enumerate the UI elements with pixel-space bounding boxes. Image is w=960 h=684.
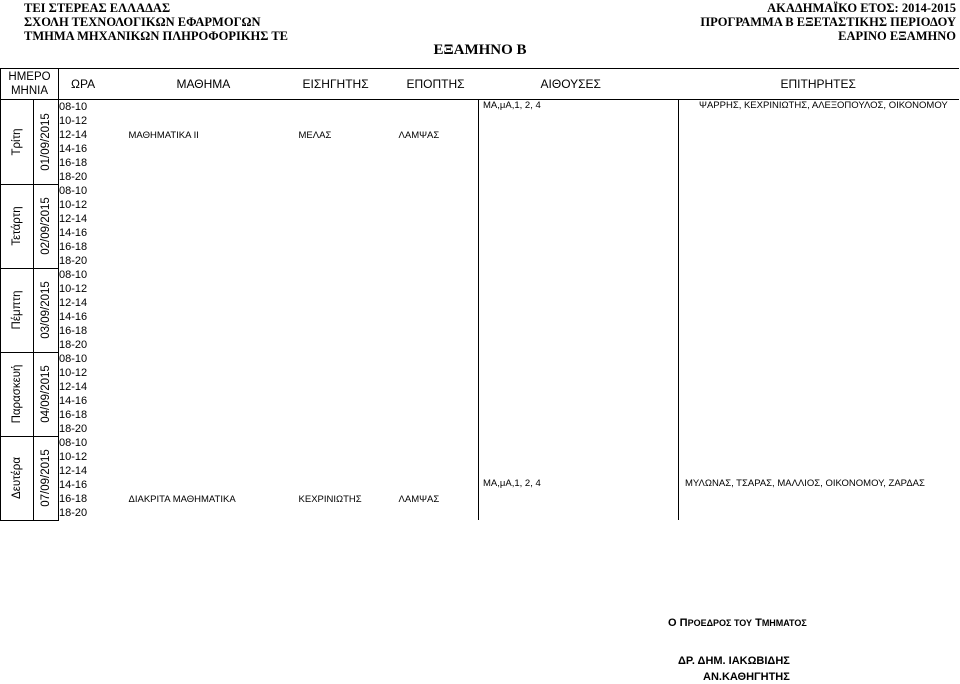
time-slot: 18-20 [59, 339, 88, 351]
date-label: 03/09/2015 [40, 281, 52, 339]
instructor-cell [299, 436, 399, 450]
instructor-cell [299, 184, 399, 198]
period-header [700, 1, 956, 43]
time-slot: 14-16 [59, 479, 88, 491]
instructor-cell [299, 408, 399, 422]
supervisor-cell [399, 478, 479, 492]
subject-cell [129, 268, 299, 282]
time-slot: 12-14 [59, 213, 88, 225]
signatory-name: ΔΡ. ΔΗΜ. ΙΑΚΩΒΙΔΗΣ [678, 655, 790, 667]
invigilators-cell: ΜΥΛΩΝΑΣ, ΤΣΑΡΑΣ, ΜΑΛΛΙΟΣ, ΟΙΚΟΝΟΜΟΥ, ΖΑΡΔΑΣ [685, 478, 925, 489]
date-cell [34, 184, 59, 268]
invigilators-cell: ΨΑΡΡΗΣ, ΚΕΧΡΙΝΙΩΤΗΣ, ΑΛΕΞΟΠΟΥΛΟΣ, ΟΙΚΟΝΟΜΟΥ [699, 100, 948, 111]
time-slot: 14-16 [59, 143, 88, 155]
instructor-cell [299, 142, 399, 156]
col-header-rooms: ΑΙΘΟΥΣΕΣ [479, 69, 679, 100]
subject-cell [129, 324, 299, 338]
weekday-cell [1, 352, 34, 436]
time-slot: 16-18 [59, 325, 88, 337]
date-label: 07/09/2015 [40, 449, 52, 507]
rooms-cell [479, 268, 679, 310]
subject-cell [129, 394, 299, 408]
invigilators-cell [679, 142, 959, 184]
subject-cell [129, 198, 299, 212]
time-slot: 08-10 [59, 353, 88, 365]
col-header-supervisor: ΕΠΟΠΤΗΣ [399, 69, 479, 100]
subject-cell [129, 450, 299, 464]
subject-cell [129, 142, 299, 156]
table-row [1, 352, 959, 366]
signatory-role: ΑΝ.ΚΑΘΗΓΗΤΗΣ [703, 671, 790, 683]
time-slot: 12-14 [59, 129, 88, 141]
subject-cell [129, 156, 299, 170]
time-slot: 18-20 [59, 423, 88, 435]
subject-cell [129, 226, 299, 240]
subject-cell [129, 366, 299, 380]
instructor-cell [299, 464, 399, 478]
supervisor-cell [399, 506, 479, 520]
invigilators-cell [679, 352, 959, 394]
weekday-label: Τρίτη [11, 128, 23, 156]
instructor-cell [299, 226, 399, 240]
subject-cell [129, 212, 299, 226]
instructor-cell [299, 254, 399, 268]
subject-cell [129, 296, 299, 310]
date-cell [34, 268, 59, 352]
subject-cell [129, 310, 299, 324]
signature-title: Ο ΠΡΟΕΔΡΟΣ ΤΟΥ ΤΜΗΜΑΤΟΣ [668, 617, 807, 629]
instructor-cell [299, 114, 399, 128]
rooms-cell [479, 184, 679, 226]
supervisor-cell [399, 366, 479, 380]
supervisor-cell [399, 464, 479, 478]
instructor-cell [299, 212, 399, 226]
subject-cell [129, 506, 299, 520]
date-cell [34, 352, 59, 436]
supervisor-cell: ΛΑΜΨΑΣ [398, 493, 440, 505]
subject-cell [129, 380, 299, 394]
time-slot: 14-16 [59, 311, 88, 323]
supervisor-cell [399, 156, 479, 170]
instructor-cell [299, 366, 399, 380]
instructor-cell [299, 310, 399, 324]
table-row [1, 184, 959, 198]
subject-cell [129, 100, 299, 115]
subject-cell [129, 338, 299, 352]
supervisor-cell [399, 226, 479, 240]
exam-schedule-table [0, 68, 959, 521]
semester-line: ΕΑΡΙΝΟ ΕΞΑΜΗΝΟ [838, 29, 956, 43]
instructor-cell [299, 240, 399, 254]
supervisor-cell [399, 170, 479, 184]
invigilators-cell [679, 394, 959, 436]
col-header-time: ΩΡΑ [59, 69, 129, 100]
instructor-cell [299, 478, 399, 492]
table-row [1, 436, 959, 450]
supervisor-cell [399, 352, 479, 366]
exam-program-line: ΠΡΟΓΡΑΜΜΑ Β ΕΞΕΤΑΣΤΙΚΗΣ ΠΕΡΙΟΔΟΥ [700, 15, 956, 29]
school-line: ΣΧΟΛΗ ΤΕΧΝΟΛΟΓΙΚΩΝ ΕΦΑΡΜΟΓΩΝ [24, 15, 261, 29]
weekday-label: Τετάρτη [11, 206, 23, 246]
instructor-cell [299, 380, 399, 394]
subject-cell [129, 352, 299, 366]
rooms-cell [479, 142, 679, 184]
rooms-cell: ΜΑ,μΑ,1, 2, 4 [479, 100, 679, 143]
invigilators-cell [679, 184, 959, 226]
subject-cell [129, 254, 299, 268]
instructor-cell: ΜΕΛΑΣ [298, 129, 332, 141]
supervisor-cell [399, 310, 479, 324]
instructor-cell [299, 100, 399, 115]
invigilators-cell [679, 268, 959, 310]
rooms-cell [479, 226, 679, 268]
subject-cell: ΔΙΑΚΡΙΤΑ ΜΑΘΗΜΑΤΙΚΑ [128, 493, 236, 505]
time-slot: 10-12 [59, 367, 88, 379]
date-label: 01/09/2015 [40, 112, 52, 171]
time-slot: 10-12 [59, 199, 88, 211]
supervisor-cell [399, 394, 479, 408]
time-slot: 08-10 [59, 101, 88, 113]
weekday-label: Πέμπτη [11, 290, 23, 330]
time-slot: 10-12 [59, 115, 88, 127]
instructor-cell [299, 450, 399, 464]
rooms-cell [479, 394, 679, 436]
header-row [1, 69, 959, 100]
invigilators-cell [679, 436, 959, 478]
instructor-cell: ΚΕΧΡΙΝΙΩΤΗΣ [298, 493, 362, 505]
time-slot: 12-14 [59, 297, 88, 309]
table-row [1, 268, 959, 282]
table-row [1, 394, 959, 408]
time-slot: 14-16 [59, 227, 88, 239]
time-slot: 12-14 [59, 465, 88, 477]
time-slot: 16-18 [59, 493, 88, 505]
table-row [1, 226, 959, 240]
supervisor-cell [399, 100, 479, 115]
time-slot: 16-18 [59, 409, 88, 421]
time-slot: 12-14 [59, 381, 88, 393]
supervisor-cell [399, 436, 479, 450]
subject-cell [129, 422, 299, 436]
supervisor-cell [399, 296, 479, 310]
subject-cell [129, 114, 299, 128]
weekday-cell [1, 100, 34, 185]
table-row [1, 100, 959, 115]
instructor-cell [299, 338, 399, 352]
supervisor-cell [399, 282, 479, 296]
weekday-label: Παρασκευή [11, 364, 23, 424]
instructor-cell [299, 324, 399, 338]
institution-header [24, 1, 288, 43]
supervisor-cell: ΛΑΜΨΑΣ [398, 129, 440, 141]
supervisor-cell [399, 254, 479, 268]
subject-cell [129, 282, 299, 296]
supervisor-cell [399, 380, 479, 394]
col-header-instructor: ΕΙΣΗΓΗΤΗΣ [299, 69, 399, 100]
subject-cell [129, 240, 299, 254]
col-header-invigilators: ΕΠΙΤΗΡΗΤΕΣ [679, 69, 959, 100]
subject-cell [129, 464, 299, 478]
subject-cell [129, 184, 299, 198]
table-row [1, 142, 959, 156]
time-slot: 16-18 [59, 241, 88, 253]
time-slot: 08-10 [59, 269, 88, 281]
supervisor-cell [399, 212, 479, 226]
supervisor-cell [399, 114, 479, 128]
invigilators-cell [679, 310, 959, 352]
col-header-subject: ΜΑΘΗΜΑ [129, 69, 299, 100]
instructor-cell [299, 422, 399, 436]
time-slot: 14-16 [59, 395, 88, 407]
time-slot: 18-20 [59, 255, 88, 267]
date-label: 02/09/2015 [40, 197, 52, 255]
weekday-cell [1, 268, 34, 352]
table-row [1, 310, 959, 324]
date-label: 04/09/2015 [40, 365, 52, 423]
rooms-cell [479, 352, 679, 394]
semester-title: ΕΞΑΜΗΝΟ Β [433, 42, 527, 58]
weekday-label: Δευτέρα [11, 457, 23, 499]
department-line: ΤΜΗΜΑ ΜΗΧΑΝΙΚΩΝ ΠΛΗΡΟΦΟΡΙΚΗΣ ΤΕ [24, 29, 289, 43]
weekday-cell [1, 436, 34, 520]
instructor-cell [299, 282, 399, 296]
instructor-cell [299, 352, 399, 366]
supervisor-cell [399, 338, 479, 352]
instructor-cell [299, 506, 399, 520]
instructor-cell [299, 296, 399, 310]
instructor-cell [299, 198, 399, 212]
supervisor-cell [399, 198, 479, 212]
supervisor-cell [399, 184, 479, 198]
rooms-cell [479, 310, 679, 352]
supervisor-cell [399, 422, 479, 436]
col-header-day-line2: ΜΗΝΙΑ [10, 85, 49, 97]
subject-cell [129, 478, 299, 492]
rooms-cell: ΜΑ,μΑ,1, 2, 4 [479, 478, 679, 520]
table-row [1, 478, 959, 492]
time-slot: 18-20 [59, 171, 88, 183]
date-cell [34, 436, 59, 520]
supervisor-cell [399, 408, 479, 422]
time-slot: 18-20 [59, 507, 88, 519]
subject-cell [129, 408, 299, 422]
subject-cell [129, 436, 299, 450]
academic-year-line: ΑΚΑΔΗΜΑΪΚΟ ΕΤΟΣ: 2014-2015 [767, 1, 956, 15]
time-slot: 08-10 [59, 185, 88, 197]
time-slot: 08-10 [59, 437, 88, 449]
instructor-cell [299, 170, 399, 184]
instructor-cell [299, 268, 399, 282]
time-slot: 16-18 [59, 157, 88, 169]
supervisor-cell [399, 142, 479, 156]
rooms-cell [479, 436, 679, 478]
supervisor-cell [399, 268, 479, 282]
supervisor-cell [399, 450, 479, 464]
institution-line: ΤΕΙ ΣΤΕΡΕΑΣ ΕΛΛΑΔΑΣ [24, 1, 171, 15]
supervisor-cell [399, 240, 479, 254]
col-header-day [1, 69, 59, 100]
instructor-cell [299, 394, 399, 408]
instructor-cell [299, 156, 399, 170]
time-slot: 10-12 [59, 451, 88, 463]
weekday-cell [1, 184, 34, 268]
col-header-day-line1: ΗΜΕΡΟ [8, 71, 51, 83]
date-cell [34, 100, 59, 185]
subject-cell [129, 170, 299, 184]
invigilators-cell [679, 226, 959, 268]
subject-cell: ΜΑΘΗΜΑΤΙΚΑ ΙΙ [128, 129, 199, 141]
time-slot: 10-12 [59, 283, 88, 295]
supervisor-cell [399, 324, 479, 338]
